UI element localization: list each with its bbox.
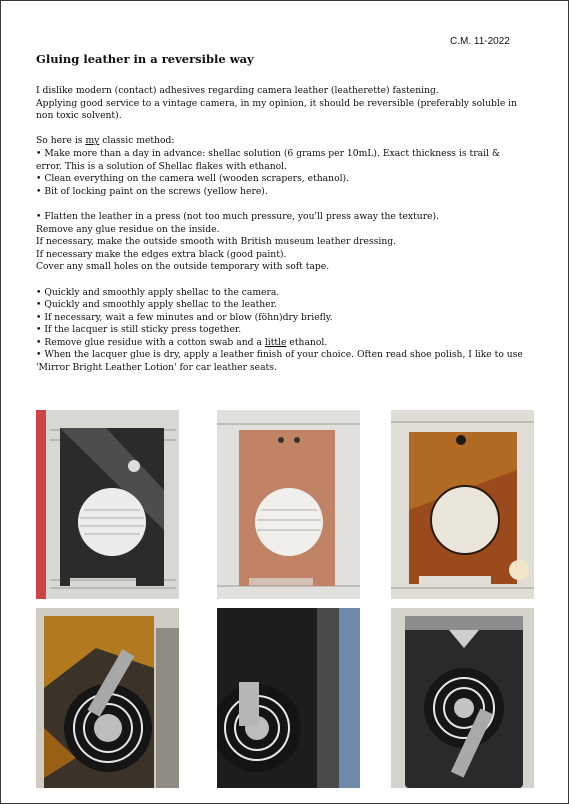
- text-span: classic method:: [99, 135, 175, 147]
- text-line: • When the lacquer glue is dry, apply a leather finish of your choice. Often read shoe polish, I like to use: [36, 349, 523, 361]
- photo-bare-plate-with-shellac: [217, 410, 360, 599]
- text-span: So here is: [36, 135, 86, 147]
- text-line: Applying good service to a vintage camera, in my opinion, it should be reversible (preferably soluble in: [36, 97, 518, 109]
- underlined-word: my: [85, 135, 100, 147]
- text-line: If necessary, make the outside smooth with British museum leather dressing.: [36, 236, 397, 248]
- text-line: I dislike modern (contact) adhesives regarding camera leather (leatherette) fastening.: [36, 85, 439, 96]
- text-line: • If the lacquer is still sticky press together.: [36, 324, 242, 336]
- residue-line: [36, 337, 541, 350]
- text-line: If necessary make the edges extra black (good paint).: [36, 248, 287, 260]
- method-intro: [36, 135, 541, 148]
- text-line: • Quickly and smoothly apply shellac to the camera.: [36, 286, 280, 298]
- text-line: • Clean everything on the camera well (wooden scrapers, ethanol).: [36, 173, 350, 185]
- photo-camera-side-glue-residue: [36, 608, 179, 788]
- text-line: • Bit of locking paint on the screws (yellow here).: [36, 185, 268, 197]
- photo-black-leather-on-newspaper: [36, 410, 179, 599]
- photo-camera-side-finished: [391, 608, 534, 788]
- text-span: • Remove glue residue with a cotton swab and a: [36, 336, 265, 348]
- text-line: non toxic solvent).: [36, 110, 122, 122]
- text-line: Cover any small holes on the outside temporary with soft tape.: [36, 261, 330, 273]
- text-line: Remove any glue residue on the inside.: [36, 223, 220, 235]
- document-title: Gluing leather in a reversible way: [36, 52, 254, 66]
- text-line: error. This is a solution of Shellac flakes with ethanol.: [36, 160, 287, 172]
- document-body: [36, 85, 541, 375]
- text-line: 'Mirror Bright Leather Lotion' for car leather seats.: [36, 362, 277, 374]
- text-line: • If necessary, wait a few minutes and or blow (föhn)dry briefly.: [36, 311, 333, 323]
- photo-plate-with-dried-shellac: [391, 410, 534, 599]
- text-line: • Make more than a day in advance: shellac solution (6 grams per 10mL). Exact thickness is trail &: [36, 147, 501, 159]
- underlined-word: little: [264, 336, 287, 348]
- author-date: C.M. 11-2022: [450, 36, 510, 47]
- text-span: ethanol.: [286, 336, 328, 348]
- photo-camera-side-leather-fitted: [217, 608, 360, 788]
- text-line: • Flatten the leather in a press (not too much pressure, you'll press away the texture).: [36, 210, 440, 222]
- text-line: • Quickly and smoothly apply shellac to the leather.: [36, 299, 277, 311]
